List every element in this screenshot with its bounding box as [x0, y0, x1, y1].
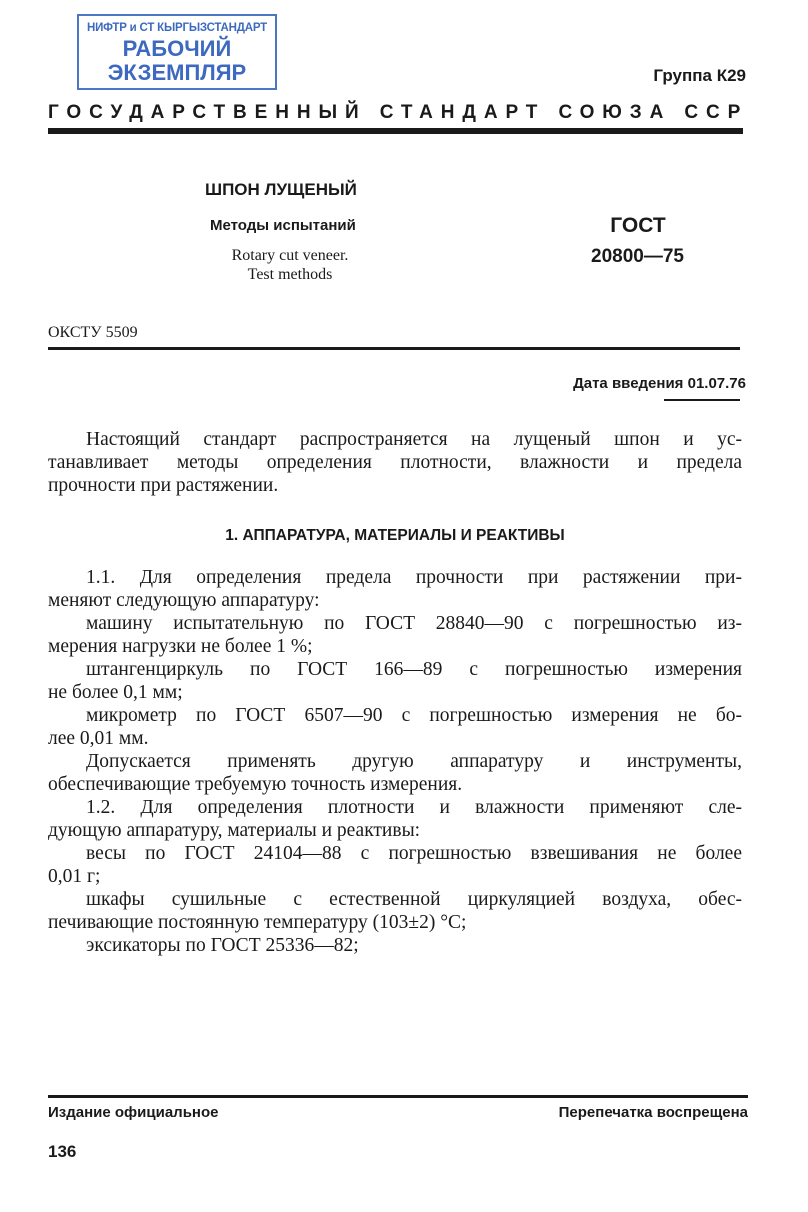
body-line: не более 0,1 мм; [48, 682, 183, 703]
reprint-prohibited: Перепечатка воспрещена [558, 1104, 748, 1121]
body-line: машину испытательную по ГОСТ 28840—90 с погрешностью из- [86, 613, 742, 634]
body-line: печивающие постоянную температуру (103±2) °С; [48, 912, 467, 933]
stamp-organization: НИФТР и СТ КЫРГЫЗСТАНДАРТ [87, 22, 267, 34]
intro-line: Настоящий стандарт распространяется на лущеный шпон и ус- [86, 429, 742, 450]
intro-paragraph [48, 428, 742, 497]
footer-rule [48, 1095, 748, 1098]
date-rule [664, 399, 740, 401]
stamp-line-copy: ЭКЗЕМПЛЯР [107, 60, 247, 85]
body-line: эксикаторы по ГОСТ 25336—82; [86, 935, 359, 956]
body-line: лее 0,01 мм. [48, 728, 149, 749]
intro-line: танавливает методы определения плотности, влажности и предела [48, 452, 742, 473]
gost-number: 20800—75 [591, 246, 684, 267]
body-line: 1.2. Для определения плотности и влажности применяют сле- [86, 797, 742, 818]
body-line: дующую аппаратуру, материалы и реактивы: [48, 820, 421, 841]
oksty-rule [48, 347, 740, 350]
gost-label: ГОСТ [610, 214, 666, 237]
official-edition: Издание официальное [48, 1104, 219, 1121]
body-line: микрометр по ГОСТ 6507—90 с погрешностью измерения не бо- [86, 705, 742, 726]
section-heading: 1. АППАРАТУРА, МАТЕРИАЛЫ И РЕАКТИВЫ [225, 527, 565, 544]
section-body [48, 566, 742, 957]
state-standard-header: ГОСУДАРСТВЕННЫЙ СТАНДАРТ СОЮЗА ССР [48, 102, 749, 123]
english-title [205, 246, 375, 284]
body-line: меняют следующую аппаратуру: [48, 590, 320, 611]
body-line: мерения нагрузки не более 1 %; [48, 636, 313, 657]
introduction-date: Дата введения 01.07.76 [573, 375, 746, 392]
body-line: обеспечивающие требуемую точность измерения. [48, 774, 463, 795]
oksty-code: ОКСТУ 5509 [48, 324, 138, 341]
intro-line: прочности при растяжении. [48, 475, 279, 496]
group-code: Группа К29 [653, 66, 746, 85]
standard-title: ШПОН ЛУЩЕНЫЙ [205, 180, 357, 199]
body-line: 1.1. Для определения предела прочности при растяжении при- [86, 567, 742, 588]
body-line: штангенциркуль по ГОСТ 166—89 с погрешностью измерения [86, 659, 742, 680]
english-title-line-2: Test methods [247, 266, 333, 283]
standard-subtitle: Методы испытаний [210, 217, 356, 234]
body-line: Допускается применять другую аппаратуру и инструменты, [86, 751, 742, 772]
stamp-line-work: РАБОЧИЙ [122, 36, 232, 61]
work-copy-stamp [77, 14, 277, 90]
body-line: 0,01 г; [48, 866, 101, 887]
page-number: 136 [48, 1142, 77, 1161]
english-title-line-1: Rotary cut veneer. [231, 247, 349, 264]
body-line: шкафы сушильные с естественной циркуляцией воздуха, обес- [86, 889, 742, 910]
body-line: весы по ГОСТ 24104—88 с погрешностью взвешивания не более [86, 843, 742, 864]
header-rule [48, 128, 743, 134]
